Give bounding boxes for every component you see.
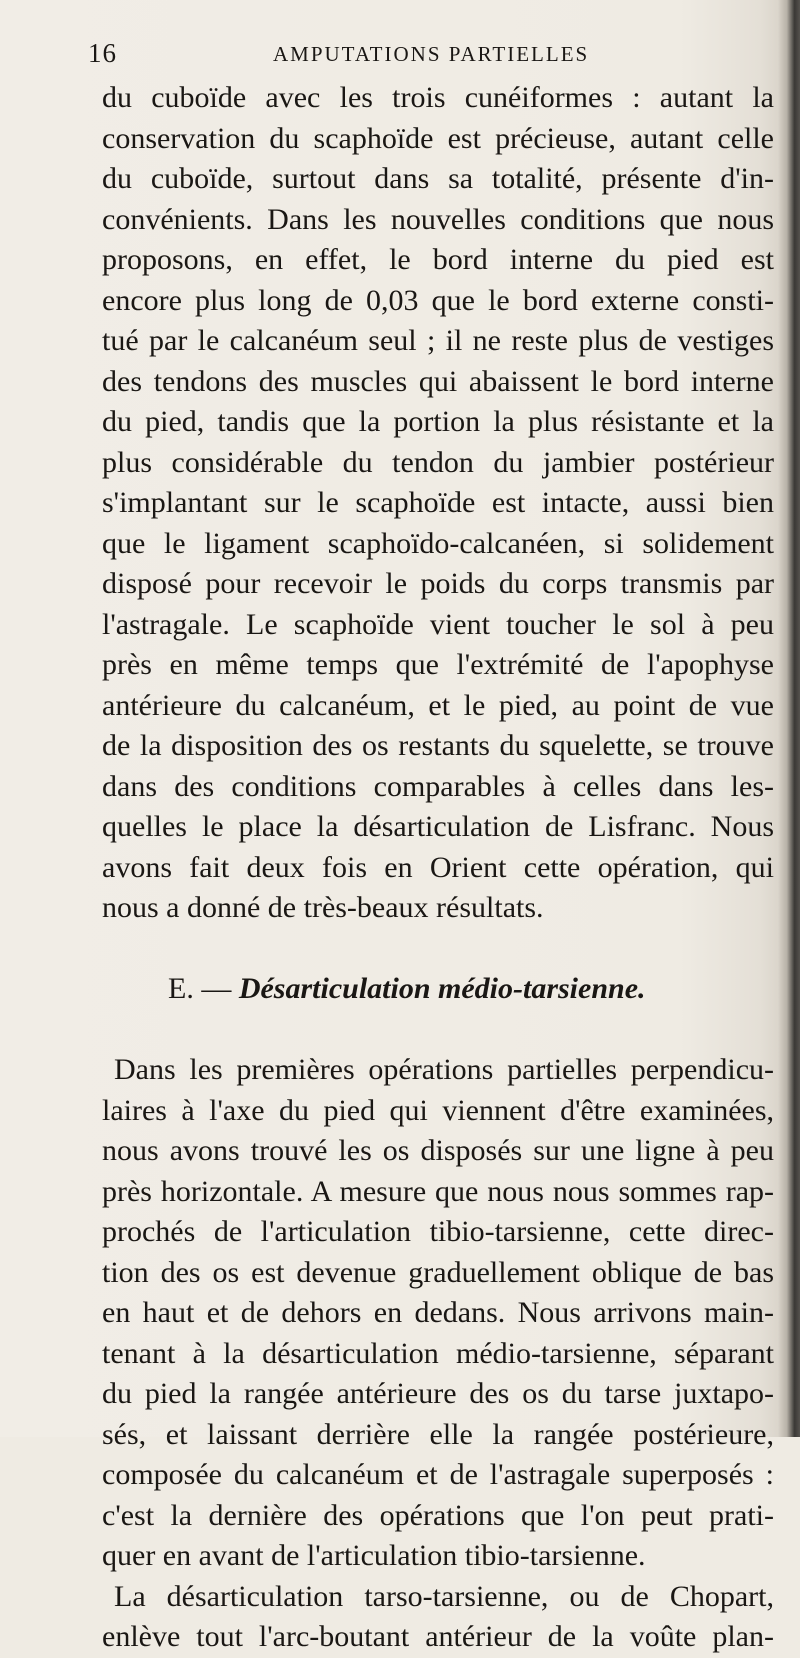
text-line: de la disposition des os restants du squelette, se trouve <box>102 729 774 762</box>
text-line: tué par le calcanéum seul ; il ne reste plus de vestiges <box>102 324 774 357</box>
paragraph-2 <box>102 1050 774 1577</box>
paragraph-3 <box>102 1577 774 1658</box>
text-line: du pied la rangée antérieure des os du tarse juxtapo- <box>102 1377 774 1410</box>
paragraph-1 <box>102 78 774 929</box>
text-line: c'est la dernière des opérations que l'on peut prati- <box>102 1498 774 1532</box>
text-line: du cuboïde, surtout dans sa totalité, présente d'in- <box>102 162 774 195</box>
text-line: dans des conditions comparables à celles dans les- <box>102 769 774 803</box>
text-line: que le ligament scaphoïdo-calcanéen, si solidement <box>102 526 774 560</box>
text-line: conservation du scaphoïde est précieuse, autant celle <box>102 121 774 155</box>
text-line: sés, et laissant derrière elle la rangée postérieure, <box>102 1417 774 1451</box>
page-header <box>88 38 778 78</box>
page-number: 16 <box>88 38 117 68</box>
spacer <box>102 929 774 970</box>
text-line: du pied, tandis que la portion la plus résistante et la <box>102 405 774 438</box>
text-line: antérieure du calcanéum, et le pied, au point de vue <box>102 688 774 722</box>
text-line: La désarticulation tarso-tarsienne, ou de Chopart, <box>114 1579 774 1613</box>
text-line: du cuboïde avec les trois cunéiformes : autant la <box>102 81 774 114</box>
text-line: en haut et de dehors en dedans. Nous arrivons main- <box>102 1296 774 1329</box>
section-title: Désarticulation médio-tarsienne. <box>238 972 646 1005</box>
text-line: convénients. Dans les nouvelles conditions que nous <box>102 202 774 236</box>
text-line: près en même temps que l'extrémité de l'apophyse <box>102 648 774 681</box>
text-line: encore plus long de 0,03 que le bord externe consti- <box>102 283 774 317</box>
text-line: disposé pour recevoir le poids du corps transmis par <box>102 567 774 600</box>
text-line: quer en avant de l'articulation tibio-tarsienne. <box>102 1539 646 1572</box>
text-line: nous avons trouvé les os disposés sur une ligne à peu <box>102 1134 774 1167</box>
text-line: prochés de l'articulation tibio-tarsienne, cette direc- <box>102 1215 774 1248</box>
text-line: nous a donné de très-beaux résultats. <box>102 891 544 924</box>
text-line: près horizontale. A mesure que nous nous sommes rap- <box>102 1174 774 1208</box>
text-line: l'astragale. Le scaphoïde vient toucher le sol à peu <box>102 607 774 641</box>
text-line: tenant à la désarticulation médio-tarsienne, séparant <box>102 1336 774 1370</box>
text-line: laires à l'axe du pied qui viennent d'être examinées, <box>102 1093 774 1127</box>
text-line: Dans les premières opérations partielles perpendicu- <box>114 1053 774 1086</box>
body-text <box>102 78 774 1658</box>
text-line: tion des os est devenue graduellement oblique de bas <box>102 1255 774 1289</box>
text-line: enlève tout l'arc-boutant antérieur de la voûte plan- <box>102 1620 774 1653</box>
page-edge-shadow <box>778 0 800 1437</box>
text-line: quelles le place la désarticulation de Lisfranc. Nous <box>102 810 774 843</box>
text-line: plus considérable du tendon du jambier postérieur <box>102 445 774 479</box>
text-line: avons fait deux fois en Orient cette opération, qui <box>102 850 774 884</box>
text-line: s'implantant sur le scaphoïde est intacte, aussi bien <box>102 486 774 519</box>
section-heading <box>102 969 774 1010</box>
spacer <box>102 1010 774 1051</box>
text-line: composée du calcanéum et de l'astragale superposés : <box>102 1458 774 1491</box>
text-line: des tendons des muscles qui abaissent le bord interne <box>102 364 774 398</box>
running-head: AMPUTATIONS PARTIELLES <box>273 42 590 66</box>
text-line: proposons, en effet, le bord interne du pied est <box>102 243 774 276</box>
section-label: E. — <box>168 972 232 1005</box>
